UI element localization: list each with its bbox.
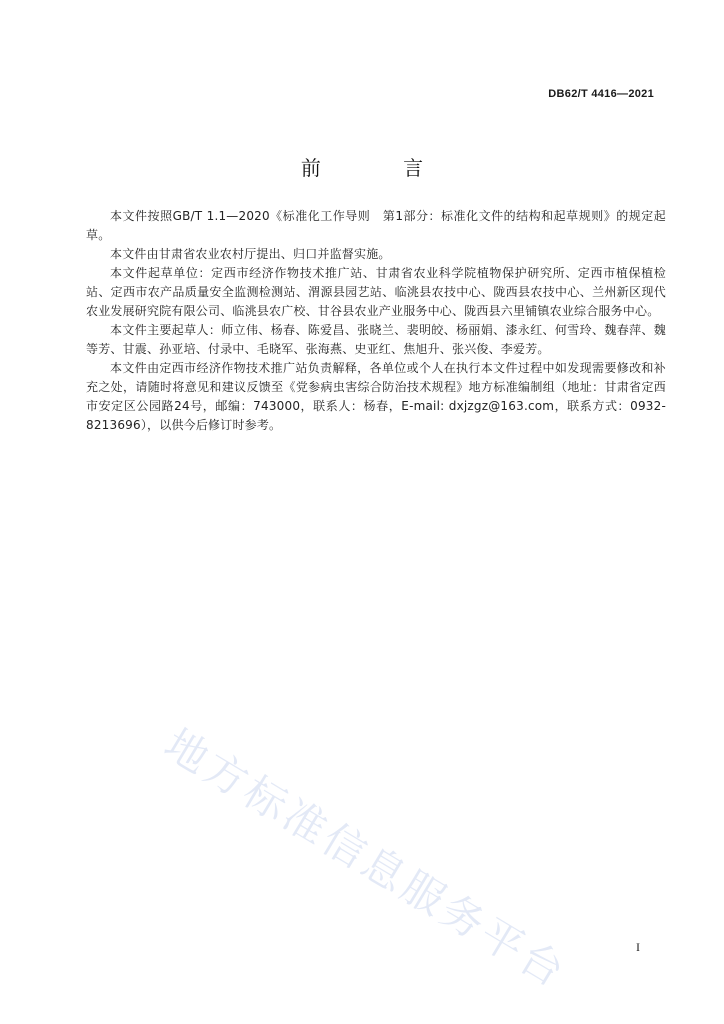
page-title: 前 言 [300,156,462,180]
page-number: I [636,940,640,954]
watermark: 地方标准信息服务平台 [156,719,576,999]
paragraph-drafting-units: 本文件起草单位：定西市经济作物技术推广站、甘肃省农业科学院植物保护研究所、定西市植保植检站、定西市农产品质量安全监测检测站、渭源县园艺站、临洮县农技中心、陇西县农技中心、兰州新区现代农业发展研究院有限公司、临洮县农广校、甘谷县农业产业服务中心、陇西县六里铺镇农业综合服务中心。 [86,266,666,318]
paragraph-proposer: 本文件由甘肃省农业农村厅提出、归口并监督实施。 [110,247,391,261]
standard-code: DB62/T 4416—2021 [548,88,654,100]
foreword-body [86,207,666,435]
paragraph-drafters: 本文件主要起草人：师立伟、杨春、陈爱昌、张晓兰、裴明皎、杨丽娟、漆永红、何雪玲、魏春萍、魏等芳、甘震、孙亚培、付录中、毛晓军、张海燕、史亚红、焦旭升、张兴俊、李爱芳。 [86,323,666,356]
paragraph-contact: 本文件由定西市经济作物技术推广站负责解释，各单位或个人在执行本文件过程中如发现需要修改和补充之处，请随时将意见和建议反馈至《党参病虫害综合防治技术规程》地方标准编制组（地址：甘肃省定西市安定区公园路24号，邮编：743000，联系人：杨春，E-mail: dxjzgz@163.com，联系方式：0932-8213696），以供今后修订时参考。 [86,361,666,432]
paragraph-drafting-rules: 本文件按照GB/T 1.1—2020《标准化工作导则 第1部分：标准化文件的结构和起草规则》的规定起草。 [86,209,666,242]
